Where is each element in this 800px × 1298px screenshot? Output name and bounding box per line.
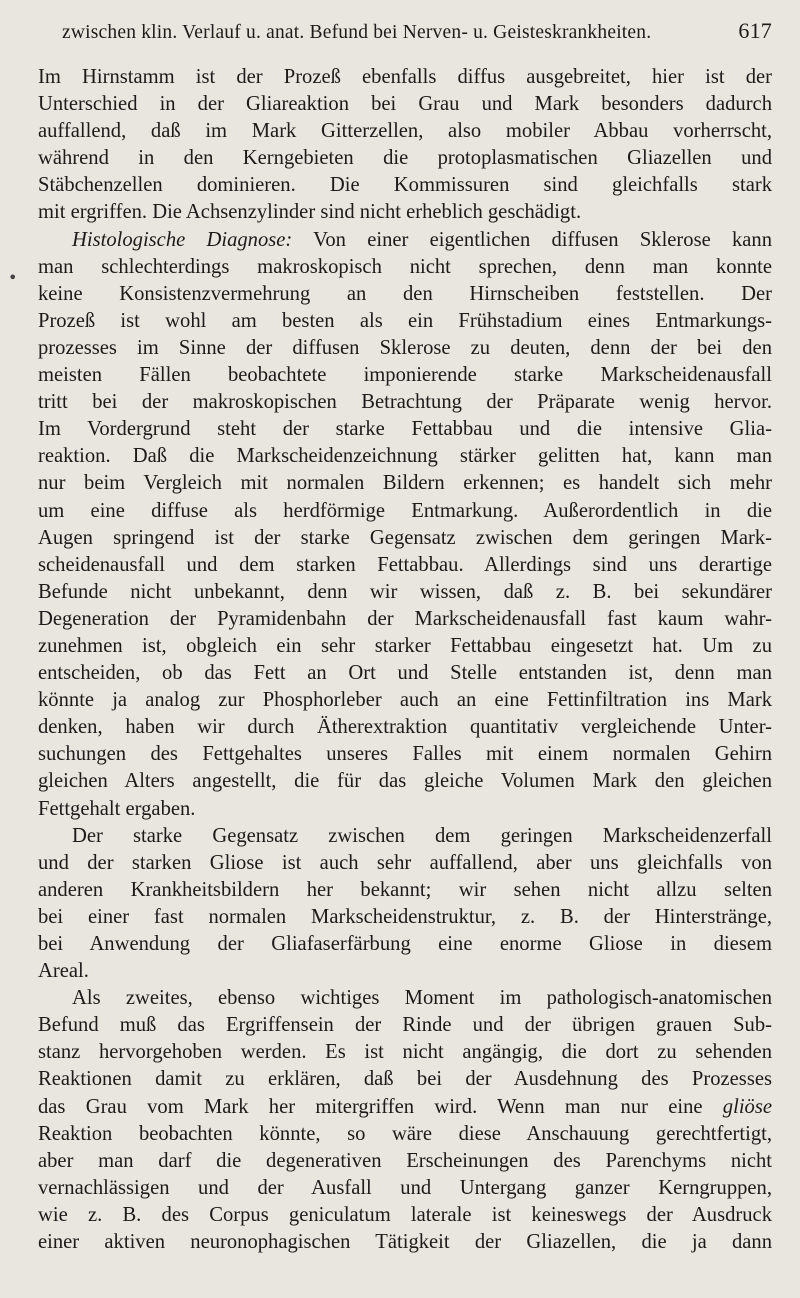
text-line: Fettgehalt ergaben. [38, 797, 196, 820]
text-fragment: Von einer eigentlichen diffusen Sklerose kann [292, 228, 773, 251]
text-line: bei Anwendung der Gliafaserfärbung eine enorme Gliose in diesem [38, 933, 772, 955]
text-line: Areal. [38, 960, 89, 983]
text-line: Stäbchenzellen dominieren. Die Kommissuren sind gleichfalls stark [38, 174, 772, 197]
page-number: 617 [738, 18, 772, 43]
text-line: vernachlässigen und der Ausfall und Untergang ganzer Kerngruppen, [38, 1176, 772, 1199]
text-line: anderen Krankheitsbildern her bekannt; wir sehen nicht allzu selten [38, 878, 772, 901]
text-line: suchungen des Fettgehaltes unseres Falles mit einem normalen Gehirn [38, 743, 772, 766]
text-line: entscheiden, ob das Fett an Ort und Stelle entstanden ist, denn man [38, 662, 772, 685]
text-line: um eine diffuse als herdförmige Entmarkung. Außerordentlich in die [38, 499, 772, 522]
text-line: Prozeß ist wohl am besten als ein Frühstadium eines Entmarkungs- [38, 309, 772, 332]
text-line: Reaktion beobachten könnte, so wäre diese Anschauung gerechtfertigt, [38, 1122, 772, 1145]
text-line: auffallend, daß im Mark Gitterzellen, also mobiler Abbau vorherrscht, [38, 120, 772, 143]
body-text [38, 64, 772, 1256]
text-line: und der starken Gliose ist auch sehr auffallend, aber uns gleichfalls von [38, 851, 772, 874]
text-line: aber man darf die degenerativen Erscheinungen des Parenchyms nicht [38, 1149, 772, 1172]
text-line: wie z. B. des Corpus geniculatum laterale ist keineswegs der Ausdruck [38, 1203, 772, 1226]
margin-mark: • [8, 268, 18, 287]
text-line: tritt bei der makroskopischen Betrachtung der Präparate wenig hervor. [38, 391, 772, 414]
italic-word: gliöse [722, 1095, 772, 1118]
text-line: keine Konsistenzvermehrung an den Hirnscheiben feststellen. Der [38, 282, 772, 305]
text-line: Befunde nicht unbekannt, denn wir wissen, daß z. B. bei sekundärer [38, 580, 772, 603]
text-line: Augen springend ist der starke Gegensatz zwischen dem geringen Mark- [38, 526, 772, 549]
running-title: zwischen klin. Verlauf u. anat. Befund bei Nerven- u. Geisteskrankheiten. [62, 22, 652, 43]
text-line: während in den Kerngebieten die protoplasmatischen Gliazellen und [38, 147, 772, 170]
text-line: könnte ja analog zur Phosphorleber auch an eine Fettinfiltration ins Mark [38, 689, 772, 712]
text-line: reaktion. Daß die Markscheidenzeichnung stärker gelitten hat, kann man [38, 445, 772, 468]
text-line: nur beim Vergleich mit normalen Bildern erkennen; es handelt sich mehr [38, 472, 772, 495]
paragraph-3 [38, 823, 772, 986]
text-line: prozesses im Sinne der diffusen Sklerose zu deuten, denn der bei den [38, 336, 772, 359]
text-line: man schlechterdings makroskopisch nicht sprechen, denn man konnte [38, 255, 772, 278]
running-header [62, 18, 772, 44]
text-line: Unterschied in der Gliareaktion bei Grau und Mark besonders dadurch [38, 93, 772, 116]
section-lead-italic: Histologische Diagnose: [72, 228, 293, 251]
text-fragment: das Grau vom Mark her mitergriffen wird. Wenn man nur eine [38, 1095, 703, 1118]
text-line: Im Vordergrund steht der starke Fettabbau und die intensive Glia- [38, 418, 772, 441]
text-line: Degeneration der Pyramidenbahn der Markscheidenausfall fast kaum wahr- [38, 607, 772, 630]
text-line: bei einer fast normalen Markscheidenstruktur, z. B. der Hinterstränge, [38, 905, 772, 928]
text-line: denken, haben wir durch Ätherextraktion quantitativ vergleichende Unter- [38, 716, 772, 739]
text-line: stanz hervorgehoben werden. Es ist nicht angängig, die dort zu sehenden [38, 1041, 772, 1064]
text-line: Der starke Gegensatz zwischen dem geringen Markscheidenzerfall [72, 824, 772, 847]
text-line: Als zweites, ebenso wichtiges Moment im pathologisch-anatomischen [72, 987, 772, 1010]
text-line: scheidenausfall und dem starken Fettabbau. Allerdings sind uns derartige [38, 553, 772, 576]
text-line: Befund muß das Ergriffensein der Rinde und der übrigen grauen Sub- [38, 1014, 772, 1037]
text-line [38, 227, 772, 254]
text-line: einer aktiven neuronophagischen Tätigkeit der Gliazellen, die ja dann [38, 1231, 772, 1254]
text-line: Reaktionen damit zu erklären, daß bei der Ausdehnung des Prozesses [38, 1068, 772, 1091]
text-line: mit ergriffen. Die Achsenzylinder sind nicht erheblich geschädigt. [38, 201, 582, 224]
text-line: Im Hirnstamm ist der Prozeß ebenfalls diffus ausgebreitet, hier ist der [38, 66, 772, 88]
text-line: gleichen Alters angestellt, die für das gleiche Volumen Mark den gleichen [38, 770, 772, 793]
paragraph-2 [38, 227, 772, 823]
text-line [38, 1094, 772, 1121]
paragraph-1 [38, 64, 772, 227]
paragraph-4 [38, 985, 772, 1256]
text-line: meisten Fällen beobachtete imponierende starke Markscheidenausfall [38, 364, 772, 387]
text-line: zunehmen ist, obgleich ein sehr starker Fettabbau eingesetzt hat. Um zu [38, 634, 772, 657]
